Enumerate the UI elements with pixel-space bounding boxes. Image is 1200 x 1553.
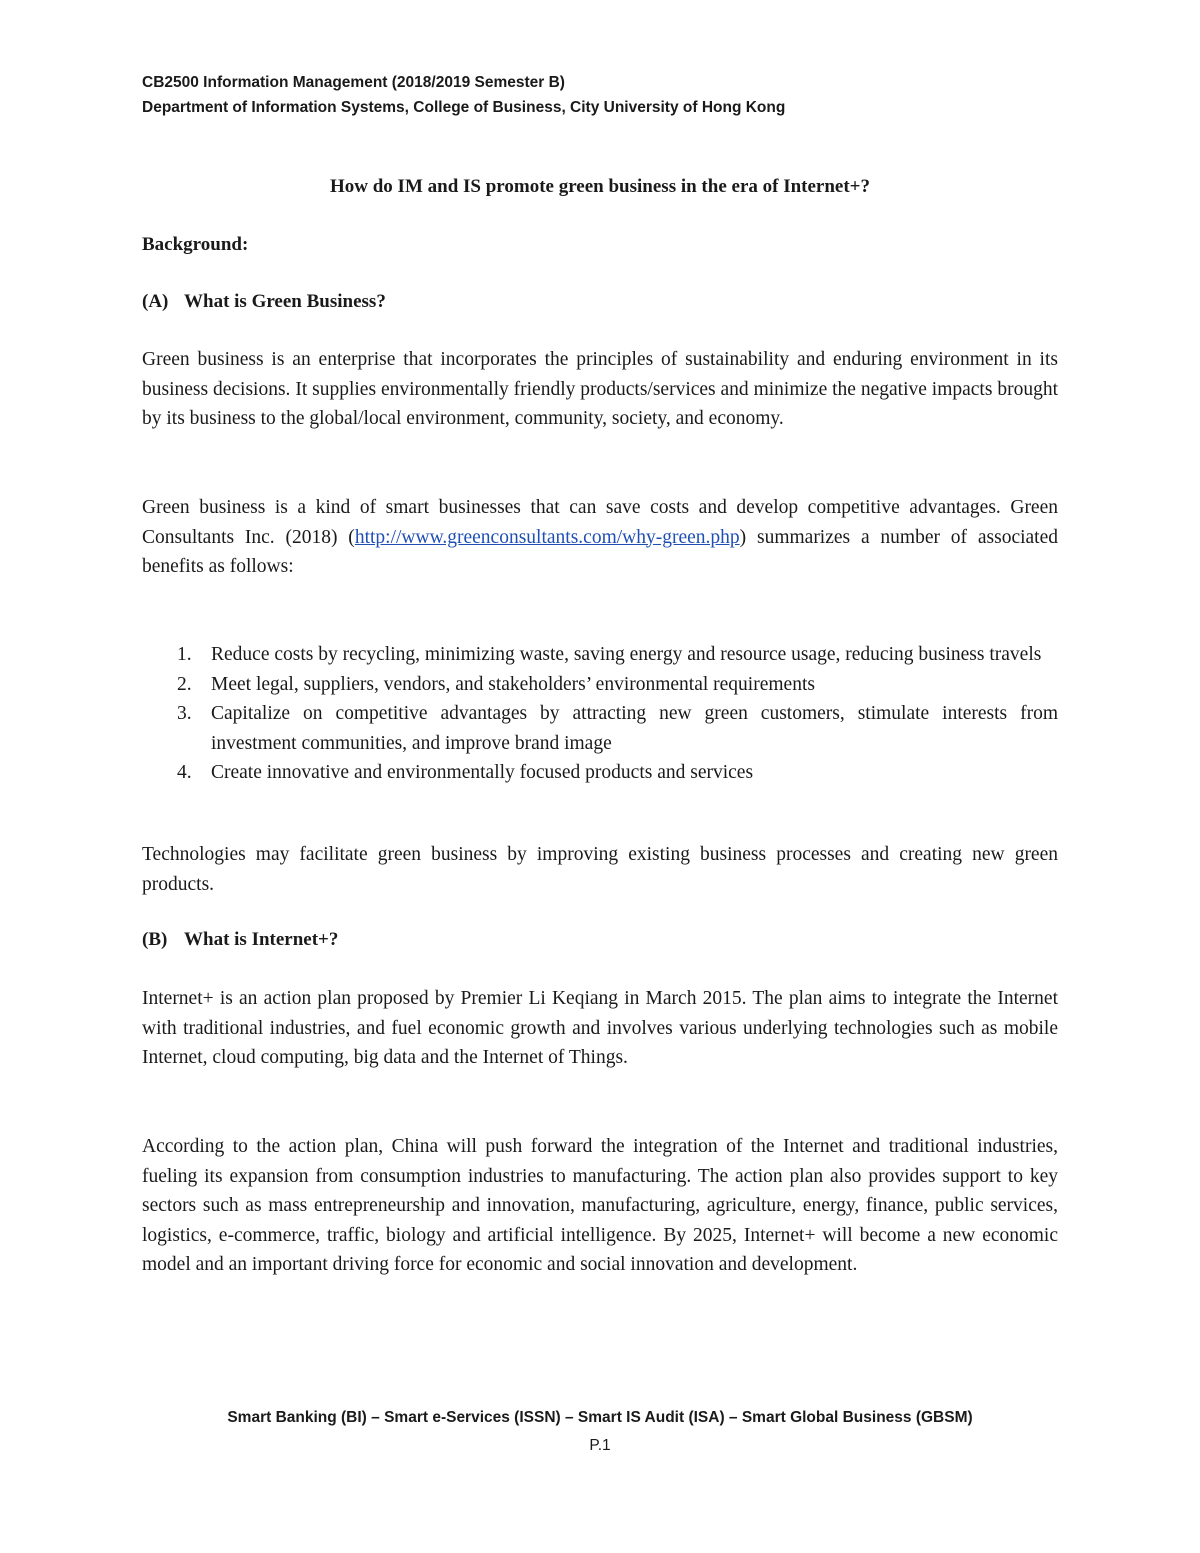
section-a-label: (A) [142, 291, 169, 312]
section-a-title: What is Green Business? [184, 291, 386, 312]
section-a-paragraph-3: Technologies may facilitate green business by improving existing business processes and creating new green products. [142, 844, 1058, 895]
list-item-number: 3. [177, 703, 192, 724]
list-item-number: 2. [177, 673, 192, 695]
section-b-label: (B) [142, 929, 168, 950]
section-b-paragraph-2: According to the action plan, China will push forward the integration of the Internet and traditional industries, fueling its expansion from consumption industries to manufacturing. The action plan also provides support to key sectors such as mass entrepreneurship and innovation, manufacturing, agriculture, energy, finance, public services, logistics, e-commerce, traffic, biology and artificial intelligence. By 2025, Internet+ will become a new economic model and an important driving force for economic and social innovation and development. [142, 1136, 1058, 1275]
paragraph-2-text-before: Green business is a kind of smart businesses that can save costs and develop competitive advantages. Green Consultants Inc. (2018) ( [142, 497, 1058, 548]
paragraph-2-text-after: ) summarizes a number of associated benefits as follows: [142, 526, 1058, 577]
list-item-text: Meet legal, suppliers, vendors, and stakeholders’ environmental requirements [211, 673, 815, 695]
header-department: Department of Information Systems, College of Business, City University of Hong Kong [142, 99, 786, 116]
list-item [142, 670, 1058, 700]
section-b-heading [142, 929, 338, 951]
section-a-paragraph-1: Green business is an enterprise that incorporates the principles of sustainability and enduring environment in its business decisions. It supplies environmentally friendly products/services and minimize the negative impacts brought by its business to the global/local environment, community, society, and economy. [142, 349, 1058, 429]
list-item-number: 1. [177, 644, 192, 665]
footer-programmes: Smart Banking (BI) – Smart e-Services (ISSN) – Smart IS Audit (ISA) – Smart Global Business (GBSM) [227, 1409, 973, 1426]
green-consultants-link[interactable]: http://www.greenconsultants.com/why-green.php [354, 526, 740, 548]
document-title: How do IM and IS promote green business in the era of Internet+? [329, 176, 871, 197]
list-item-text: Reduce costs by recycling, minimizing waste, saving energy and resource usage, reducing business travels [211, 644, 1042, 665]
section-a-heading [142, 291, 386, 313]
list-item-text: Create innovative and environmentally focused products and services [211, 762, 754, 783]
list-item-number: 4. [177, 762, 192, 783]
section-a-paragraph-2 [142, 493, 1058, 582]
list-item [142, 699, 1058, 758]
list-item-text: Capitalize on competitive advantages by attracting new green customers, stimulate interests from investment communities, and improve brand image [211, 703, 1058, 754]
list-item [142, 758, 1058, 788]
section-b-paragraph-1: Internet+ is an action plan proposed by Premier Li Keqiang in March 2015. The plan aims to integrate the Internet with traditional industries, and fuel economic growth and involves various underlying technologies such as mobile Internet, cloud computing, big data and the Internet of Things. [142, 988, 1058, 1068]
header-course: CB2500 Information Management (2018/2019 Semester B) [142, 74, 565, 91]
background-heading: Background: [142, 234, 249, 255]
page-number: P.1 [589, 1437, 611, 1454]
list-item [142, 640, 1058, 670]
section-b-title: What is Internet+? [184, 929, 339, 950]
benefits-list [142, 640, 1058, 788]
